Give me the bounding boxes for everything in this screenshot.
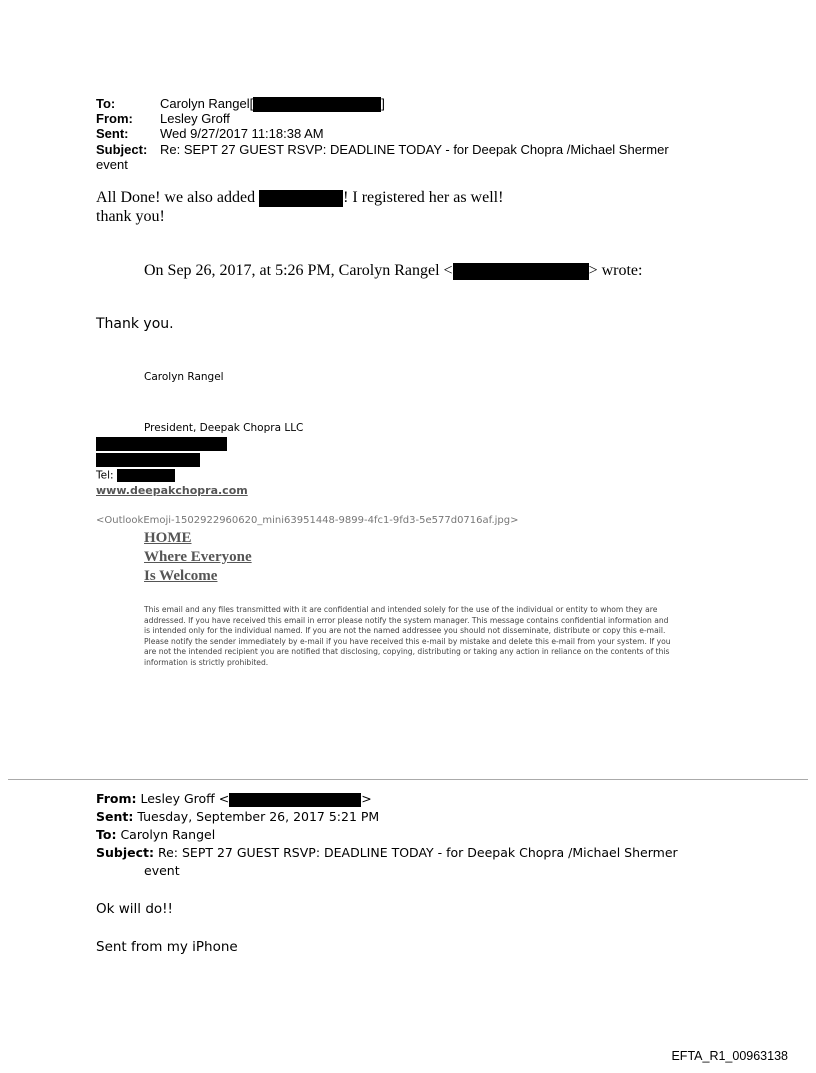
- header-sent-row: [96, 127, 324, 141]
- message-divider: [8, 779, 808, 780]
- quote-intro-b: > wrote:: [588, 262, 643, 279]
- home-link[interactable]: HOME: [144, 530, 192, 546]
- tel-label: Tel:: [96, 469, 114, 482]
- fwd-to-value: Carolyn Rangel: [120, 827, 216, 842]
- reply-line-2: thank you!: [96, 208, 165, 225]
- reply-text-a: All Done! we also added: [96, 189, 256, 206]
- fwd-body-line-1: Ok will do!!: [96, 901, 173, 917]
- redaction-block: [259, 190, 343, 207]
- redaction-block: [229, 793, 361, 807]
- signature-tel: [96, 469, 175, 482]
- fwd-from-close: >: [361, 791, 372, 806]
- fwd-from-value: Lesley Groff <: [140, 791, 230, 806]
- from-value: Lesley Groff: [160, 111, 230, 126]
- to-close: ]: [381, 96, 385, 111]
- quote-intro: [144, 262, 642, 280]
- from-label: From:: [96, 111, 133, 126]
- header-from-row: [96, 112, 230, 126]
- sent-value: Wed 9/27/2017 11:18:38 AM: [160, 126, 324, 141]
- fwd-subject-value: Re: SEPT 27 GUEST RSVP: DEADLINE TODAY - for Deepak Chopra /Michael Shermer: [157, 845, 678, 860]
- redaction-block: [117, 469, 175, 482]
- fwd-from-row: [96, 790, 372, 807]
- to-value: Carolyn Rangel[: [160, 96, 254, 111]
- subject-continuation: event: [96, 157, 128, 172]
- header-to-row: [96, 97, 385, 112]
- welcome-link-line-1[interactable]: Where Everyone: [144, 549, 252, 565]
- fwd-body-line-2: Sent from my iPhone: [96, 939, 238, 955]
- fwd-sent-value: Tuesday, September 26, 2017 5:21 PM: [137, 809, 380, 824]
- fwd-subject-row: [96, 844, 678, 861]
- welcome-link-line-2[interactable]: Is Welcome: [144, 568, 218, 584]
- signature-name: Carolyn Rangel: [144, 371, 224, 383]
- header-subject-row: [96, 143, 669, 157]
- redaction-block: [253, 97, 381, 112]
- fwd-from-label: From:: [96, 791, 137, 806]
- quote-thanks: Thank you.: [96, 316, 174, 332]
- to-label: To:: [96, 96, 116, 111]
- confidentiality-disclaimer: This email and any files transmitted with it are confidential and intended solely for the use of the individual or entity to whom they are addressed. If you have received this email in error please notify the system manager. This message contains confidential information and is intended only for the individual named. If you are not the named addressee you should not disseminate, distribute or copy this e-mail. Please notify the sender immediately by e-mail if you have received this e-mail by mistake and delete this e-mail from your system. If you are not the intended recipient you are notified that disclosing, copying, distributing or taking any action in reliance on the contents of this information is strictly prohibited.: [144, 605, 671, 667]
- document-id: EFTA_R1_00963138: [671, 1049, 788, 1063]
- fwd-to-row: [96, 826, 215, 843]
- quote-intro-a: On Sep 26, 2017, at 5:26 PM, Carolyn Rangel <: [144, 262, 453, 279]
- reply-text-b: ! I registered her as well!: [343, 189, 504, 206]
- reply-line-1: [96, 189, 503, 207]
- signature-title: President, Deepak Chopra LLC: [144, 422, 304, 434]
- fwd-sent-label: Sent:: [96, 809, 134, 824]
- subject-value: Re: SEPT 27 GUEST RSVP: DEADLINE TODAY - for Deepak Chopra /Michael Shermer: [160, 142, 669, 157]
- sent-label: Sent:: [96, 126, 129, 141]
- fwd-subject-label: Subject:: [96, 845, 154, 860]
- fwd-subject-continuation: event: [144, 863, 180, 878]
- redaction-block: [453, 263, 589, 280]
- subject-label: Subject:: [96, 142, 148, 157]
- redaction-block: [96, 453, 200, 467]
- emoji-attachment-ref: <OutlookEmoji-1502922960620_mini63951448-9899-4fc1-9fd3-5e577d0716af.jpg>: [96, 515, 519, 526]
- fwd-sent-row: [96, 808, 379, 825]
- redaction-block: [96, 437, 227, 451]
- website-link[interactable]: www.deepakchopra.com: [96, 484, 248, 497]
- fwd-to-label: To:: [96, 827, 117, 842]
